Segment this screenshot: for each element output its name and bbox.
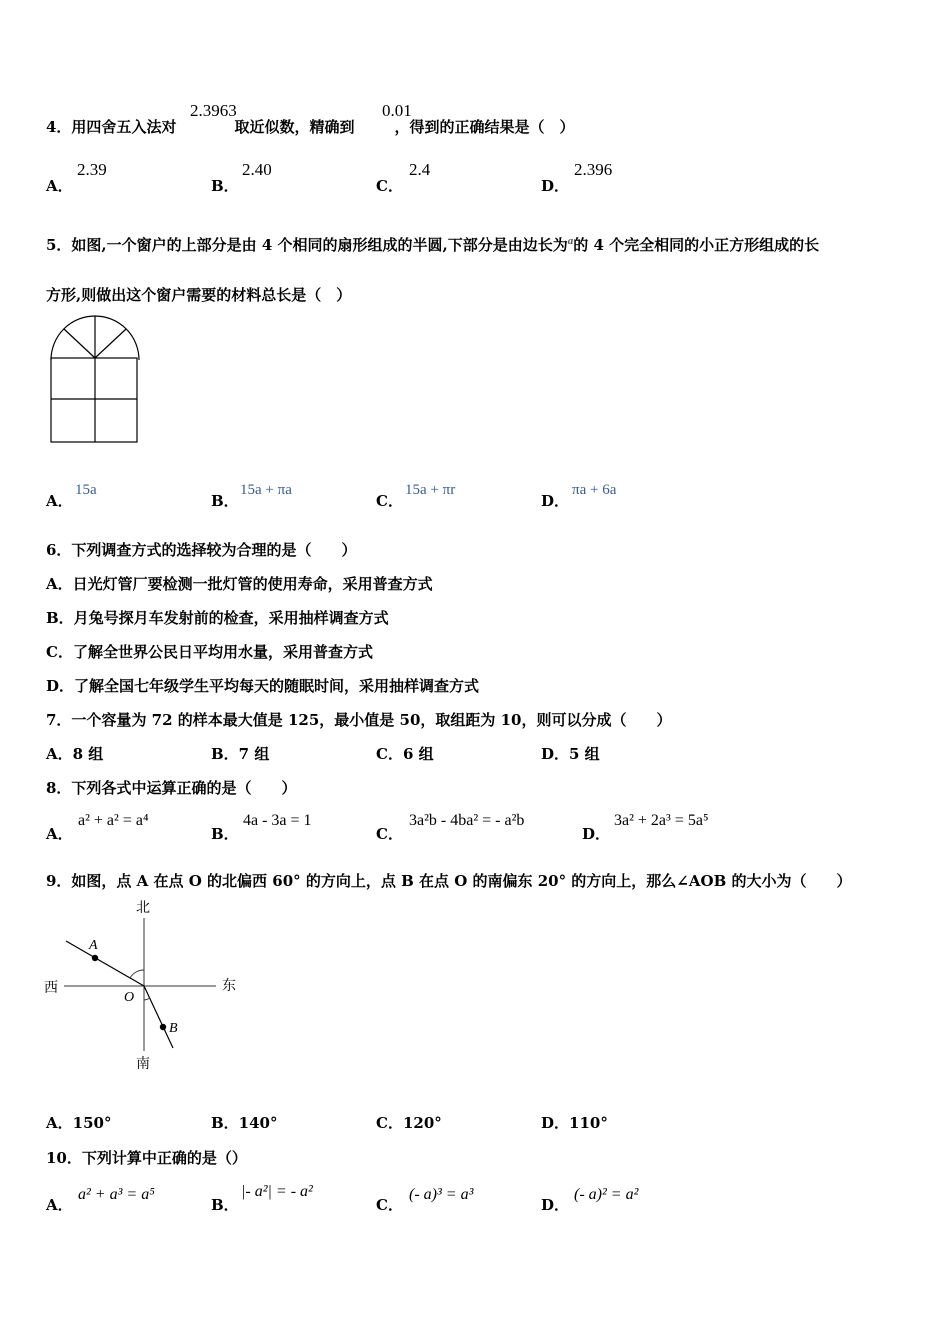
q10-option-a-label: A．	[46, 1196, 73, 1214]
q10-stem: 10．下列计算中正确的是（）	[46, 1149, 247, 1167]
window-figure	[46, 312, 146, 448]
east-label: 东	[222, 978, 236, 994]
q7-option-b: B．7 组	[211, 745, 270, 763]
q5-option-b-label: B．	[211, 492, 239, 510]
q9-option-d: D．110°	[541, 1114, 608, 1132]
q7-option-a: A．8 组	[46, 745, 104, 763]
q8-option-a-label: A．	[46, 825, 73, 843]
q6-stem: 6．下列调查方式的选择较为合理的是（ ）	[46, 541, 357, 559]
q6-option-d: D．了解全国七年级学生平均每天的随眠时间，采用抽样调查方式	[46, 677, 480, 695]
q8-option-d-label: D．	[582, 825, 611, 843]
q10-option-d-label: D．	[541, 1196, 570, 1214]
west-label: 西	[44, 980, 58, 996]
q9-stem: 9．如图，点 A 在点 O 的北偏西 60° 的方向上，点 B 在点 O 的南偏东 20° 的方向上，那么∠AOB 的大小为（ ）	[46, 872, 852, 890]
q4-option-b-label: B．	[211, 177, 239, 195]
q8-option-c-label: C．	[376, 825, 403, 843]
q7-stem: 7．一个容量为 72 的样本最大值是 125，最小值是 50，取组距为 10，则可以分成（ ）	[46, 711, 672, 729]
q10-option-b-label: B．	[211, 1196, 239, 1214]
q8-stem: 8．下列各式中运算正确的是（ ）	[46, 779, 297, 797]
point-a-label: A	[89, 938, 98, 953]
q5-stem-line1: 5．如图,一个窗户的上部分是由 4 个相同的扇形组成的半圆,下部分是由边长为$^a$的 4 个完全相同的小正方形组成的长	[46, 235, 820, 254]
q4-option-d-label: D．	[541, 177, 570, 195]
q4-option-b-value: 2.40	[242, 160, 272, 179]
direction-figure	[40, 896, 250, 1076]
q8-option-c-value: 3a²b - 4ba² = - a²b	[409, 812, 525, 829]
point-b-label: B	[169, 1021, 178, 1036]
q8-option-b-value: 4a - 3a = 1	[243, 812, 312, 829]
q5-option-d-value: πa + 6a	[572, 482, 617, 498]
q4-option-a-value: 2.39	[77, 160, 107, 179]
q5-var-a: a	[567, 235, 574, 247]
point-o-label: O	[124, 990, 135, 1005]
q4-number: 2.3963	[190, 101, 237, 120]
q4-stem: 4．用四舍五入法对 取近似数，精确到 ，得到的正确结果是（ ）	[46, 118, 575, 136]
q9-option-b: B．140°	[211, 1114, 278, 1132]
south-label: 南	[136, 1056, 150, 1072]
q8-option-b-label: B．	[211, 825, 239, 843]
q8-option-a-value: a² + a² = a⁴	[78, 812, 149, 829]
q7-option-c: C．6 组	[376, 745, 434, 763]
q5-option-c-value: 15a + πr	[405, 482, 456, 498]
q4-option-c-value: 2.4	[409, 160, 431, 179]
q6-option-b: B．月兔号探月车发射前的检查，采用抽样调查方式	[46, 609, 389, 627]
q6-option-a: A．日光灯管厂要检测一批灯管的使用寿命，采用普查方式	[46, 575, 433, 593]
q6-option-c: C．了解全世界公民日平均用水量，采用普查方式	[46, 643, 373, 661]
q5-option-a-value: 15a	[75, 482, 97, 498]
q4-option-a-label: A．	[46, 177, 73, 195]
q5-option-d-label: D．	[541, 492, 570, 510]
q5-option-c-label: C．	[376, 492, 403, 510]
q5-option-b-value: 15a + πa	[240, 482, 292, 498]
q10-option-c-value: (- a)³ = a³	[409, 1186, 474, 1203]
q5-stem-line2: 方形,则做出这个窗户需要的材料总长是（ ）	[46, 286, 352, 304]
q7-option-d: D．5 组	[541, 745, 600, 763]
q4-option-c-label: C．	[376, 177, 403, 195]
q10-option-d-value: (- a)² = a²	[574, 1186, 639, 1203]
q4-option-d-value: 2.396	[574, 160, 613, 179]
q10-option-c-label: C．	[376, 1196, 403, 1214]
q10-option-a-value: a² + a³ = a⁵	[78, 1186, 155, 1203]
q9-option-a: A．150°	[46, 1114, 112, 1132]
q5-option-a-label: A．	[46, 492, 73, 510]
q10-option-b-value: |- a²| = - a²	[241, 1183, 313, 1200]
q4-precision: 0.01	[382, 101, 412, 120]
q9-option-c: C．120°	[376, 1114, 442, 1132]
q8-option-d-value: 3a² + 2a³ = 5a⁵	[614, 812, 709, 829]
north-label: 北	[136, 900, 150, 916]
